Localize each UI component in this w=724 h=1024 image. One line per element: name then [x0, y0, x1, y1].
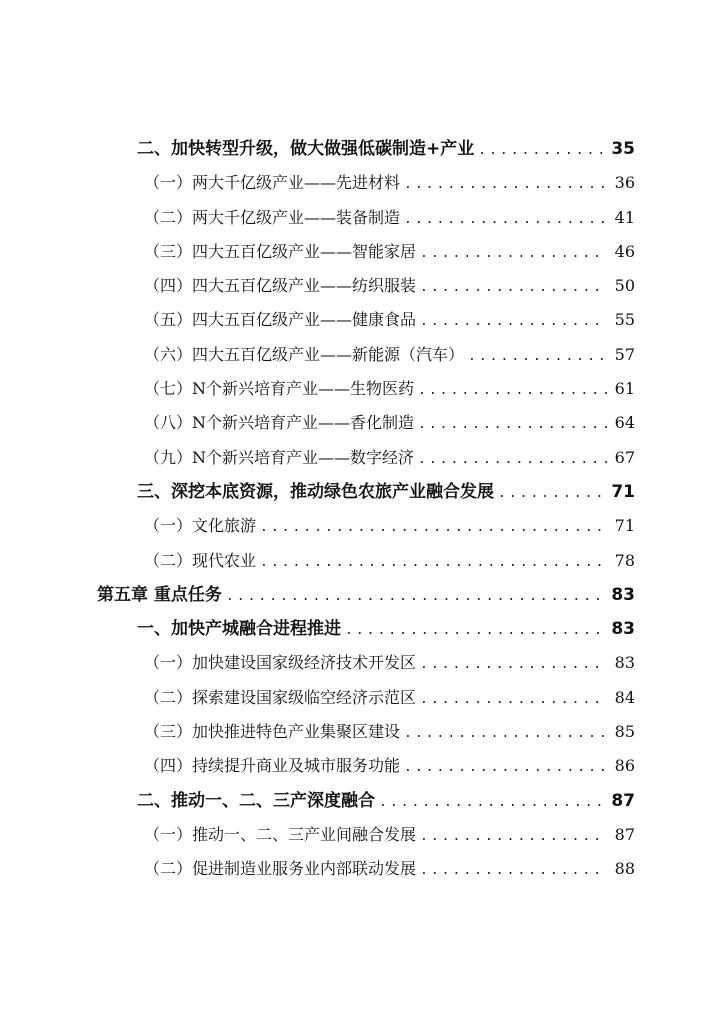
toc-dot-leader	[420, 683, 607, 717]
toc-dot-leader	[420, 305, 607, 339]
toc-page-number: 83	[614, 653, 635, 673]
toc-subsection-entry[interactable]	[0, 749, 724, 783]
toc-page-number: 83	[611, 584, 635, 605]
toc-page-number: 64	[614, 413, 635, 433]
toc-section-entry[interactable]	[0, 475, 724, 509]
toc-subsection-entry[interactable]	[0, 544, 724, 578]
toc-dot-leader	[478, 134, 605, 168]
toc-dot-leader	[418, 374, 607, 408]
toc-dot-leader	[260, 546, 607, 580]
toc-page-number: 87	[611, 790, 635, 811]
toc-subsection-entry[interactable]	[0, 509, 724, 543]
toc-page-number: 35	[611, 139, 635, 159]
toc-dot-leader	[418, 443, 607, 477]
toc-section-entry[interactable]	[0, 784, 724, 818]
toc-dot-leader	[420, 854, 607, 888]
toc-subsection-entry[interactable]	[0, 338, 724, 372]
toc-subsection-entry[interactable]	[0, 372, 724, 406]
toc-entry-title: （二）现代农业	[144, 550, 257, 570]
toc-entry-title: （三）加快推进特色产业集聚区建设	[144, 722, 401, 742]
toc-subsection-entry[interactable]	[0, 646, 724, 680]
toc-page-number: 41	[614, 207, 635, 227]
toc-subsection-entry[interactable]	[0, 852, 724, 886]
toc-entry-title: （九）N个新兴培育产业——数字经济	[144, 447, 415, 467]
toc-subsection-entry[interactable]	[0, 303, 724, 337]
toc-entry-title: 一、加快产城融合进程推进	[137, 619, 341, 640]
toc-subsection-entry[interactable]	[0, 235, 724, 269]
toc-entry-title: （八）N个新兴培育产业——香化制造	[144, 413, 415, 433]
toc-page-number: 55	[614, 310, 635, 330]
toc-page-number: 88	[614, 859, 635, 879]
toc-dot-leader	[404, 717, 607, 751]
toc-entry-title: （一）文化旅游	[144, 516, 257, 536]
toc-entry-title: （四）四大五百亿级产业——纺织服装	[144, 276, 417, 296]
toc-dot-leader	[404, 168, 607, 202]
toc-dot-leader	[418, 408, 607, 442]
toc-page-number: 78	[614, 550, 635, 570]
toc-page-number: 36	[614, 173, 635, 193]
toc-entry-title: （一）加快建设国家级经济技术开发区	[144, 653, 417, 673]
toc-page-number: 67	[614, 447, 635, 467]
toc-entry-title: 第五章 重点任务	[97, 584, 222, 605]
toc-dot-leader	[345, 614, 605, 648]
toc-subsection-entry[interactable]	[0, 166, 724, 200]
toc-entry-title: （七）N个新兴培育产业——生物医药	[144, 379, 415, 399]
toc-entry-title: （五）四大五百亿级产业——健康食品	[144, 310, 417, 330]
toc-dot-leader	[404, 751, 607, 785]
toc-section-entry[interactable]	[0, 132, 724, 166]
toc-entry-title: （二）两大千亿级产业——装备制造	[144, 207, 401, 227]
toc-dot-leader	[226, 580, 605, 614]
toc-dot-leader	[420, 271, 607, 305]
toc-entry-title: （三）四大五百亿级产业——智能家居	[144, 241, 417, 261]
toc-section-entry[interactable]	[0, 612, 724, 646]
toc-page-number: 61	[614, 379, 635, 399]
toc-dot-leader	[379, 786, 605, 820]
toc-page-number: 50	[614, 276, 635, 296]
toc-dot-leader	[498, 477, 605, 511]
toc-dot-leader	[420, 237, 607, 271]
toc-page-number: 86	[614, 756, 635, 776]
table-of-contents	[0, 132, 724, 887]
toc-entry-title: 三、深挖本底资源，推动绿色农旅产业融合发展	[137, 481, 494, 502]
toc-dot-leader	[468, 340, 607, 374]
toc-subsection-entry[interactable]	[0, 406, 724, 440]
toc-dot-leader	[420, 648, 607, 682]
toc-page-number: 85	[614, 722, 635, 742]
toc-chapter-entry[interactable]	[0, 578, 724, 612]
toc-subsection-entry[interactable]	[0, 715, 724, 749]
toc-entry-title: （二）探索建设国家级临空经济示范区	[144, 687, 417, 707]
toc-entry-title: （一）两大千亿级产业——先进材料	[144, 173, 401, 193]
toc-page-number: 84	[614, 687, 635, 707]
toc-page-number: 71	[611, 481, 635, 502]
toc-page-number: 46	[614, 241, 635, 261]
toc-subsection-entry[interactable]	[0, 818, 724, 852]
toc-subsection-entry[interactable]	[0, 441, 724, 475]
toc-subsection-entry[interactable]	[0, 269, 724, 303]
toc-subsection-entry[interactable]	[0, 201, 724, 235]
toc-page-number: 83	[611, 619, 635, 640]
toc-entry-title: （六）四大五百亿级产业——新能源（汽车）	[144, 344, 465, 364]
toc-dot-leader	[404, 203, 607, 237]
toc-dot-leader	[260, 511, 607, 545]
toc-entry-title: （四）持续提升商业及城市服务功能	[144, 756, 401, 776]
toc-entry-title: （一）推动一、二、三产业间融合发展	[144, 824, 417, 844]
toc-subsection-entry[interactable]	[0, 681, 724, 715]
toc-entry-title: 二、加快转型升级，做大做强低碳制造+产业	[137, 139, 475, 159]
toc-dot-leader	[420, 820, 607, 854]
toc-page-number: 57	[614, 344, 635, 364]
toc-page-number: 87	[614, 824, 635, 844]
toc-page-number: 71	[614, 516, 635, 536]
toc-entry-title: 二、推动一、二、三产深度融合	[137, 790, 375, 811]
toc-entry-title: （二）促进制造业服务业内部联动发展	[144, 859, 417, 879]
